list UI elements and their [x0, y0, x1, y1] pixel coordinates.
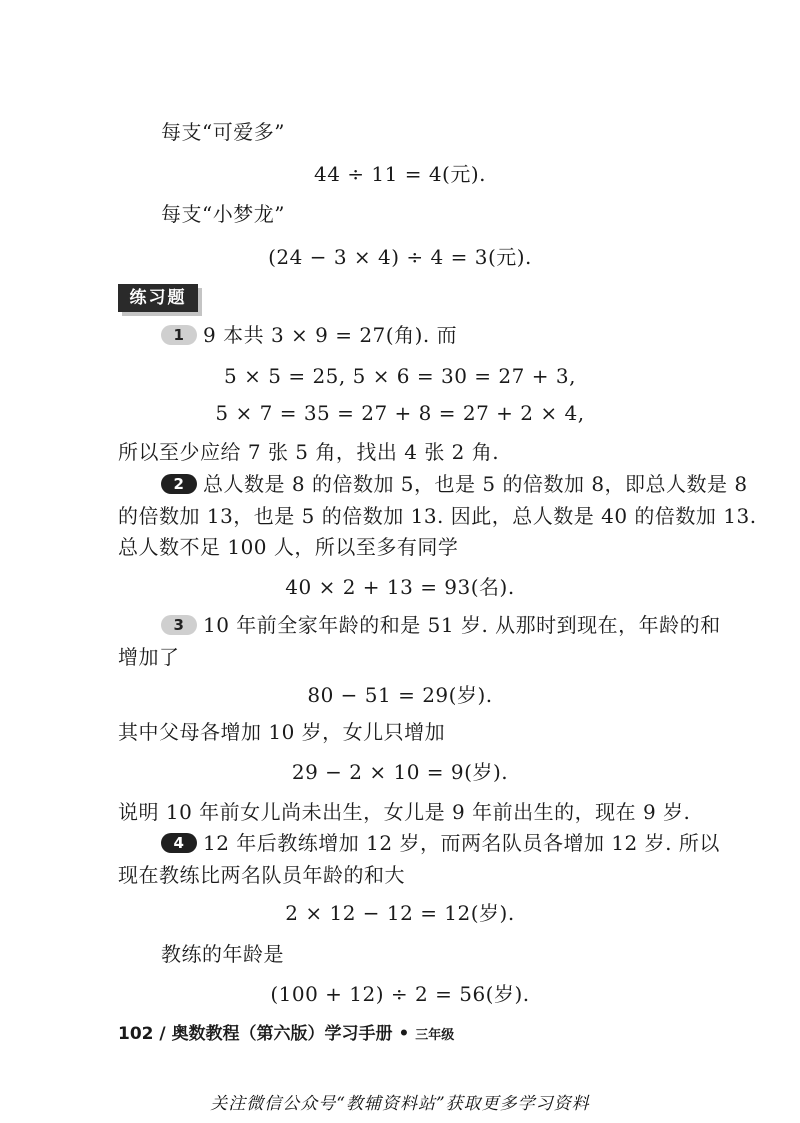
problem-4-equation-2: (100 + 12) ÷ 2 = 56(岁). [270, 982, 530, 1006]
problem-4-equation-1: 2 × 12 − 12 = 12(岁). [285, 901, 515, 925]
problem-text: 总人数是 8 的倍数加 5，也是 5 的倍数加 8，即总人数是 8 [203, 472, 748, 496]
problem-number-badge: 2 [161, 474, 197, 494]
intro-equation-1: 44 ÷ 11 = 4(元). [313, 162, 487, 186]
problem-2-equation: 40 × 2 + 13 = 93(名). [285, 575, 515, 599]
section-title-exercises: 练习题 [118, 284, 198, 312]
grade-label: 三年级 [415, 1028, 455, 1043]
problem-3-conclusion: 说明 10 年前女儿尚未出生，女儿是 9 年前出生的，现在 9 岁. [118, 800, 691, 824]
problem-3-line-2: 增加了 [118, 645, 180, 669]
problem-1-equation-2: 5 × 7 = 35 = 27 + 8 = 27 + 2 × 4, [215, 401, 585, 425]
intro-equation-2: (24 − 3 × 4) ÷ 4 = 3(元). [268, 245, 532, 269]
problem-number-badge: 1 [161, 325, 197, 345]
problem-2-line-1 [161, 470, 748, 498]
problem-3-line-1 [161, 611, 721, 639]
problem-1-equation-1: 5 × 5 = 25, 5 × 6 = 30 = 27 + 3, [224, 364, 576, 388]
footer-separator: / [159, 1024, 166, 1044]
problem-number-badge: 3 [161, 615, 197, 635]
book-title: 奥数教程（第六版）学习手册 [171, 1024, 393, 1044]
problem-2-line-3: 总人数不足 100 人，所以至多有同学 [118, 535, 459, 559]
page-footer [118, 1022, 454, 1048]
problem-4-line-3: 教练的年龄是 [161, 942, 284, 966]
problem-text: 9 本共 3 × 9 = 27(角). 而 [203, 323, 458, 347]
problem-1-conclusion: 所以至少应给 7 张 5 角，找出 4 张 2 角. [118, 440, 500, 464]
problem-3-line-3: 其中父母各增加 10 岁，女儿只增加 [118, 720, 446, 744]
intro-line-1: 每支“可爱多” [161, 120, 285, 144]
problem-2-line-2: 的倍数加 13，也是 5 的倍数加 13. 因此，总人数是 40 的倍数加 13. [118, 504, 757, 528]
problem-4-line-1 [161, 829, 720, 857]
problem-3-equation-2: 29 − 2 × 10 = 9(岁). [291, 760, 509, 784]
problem-text: 10 年前全家年龄的和是 51 岁. 从那时到现在，年龄的和 [203, 613, 721, 637]
watermark-text: 关注微信公众号“教辅资料站”获取更多学习资料 [210, 1094, 590, 1114]
footer-bullet: • [398, 1024, 410, 1044]
problem-1-line-1 [161, 321, 457, 349]
problem-number-badge: 4 [161, 833, 197, 853]
problem-4-line-2: 现在教练比两名队员年龄的和大 [118, 863, 405, 887]
intro-line-2: 每支“小梦龙” [161, 202, 285, 226]
problem-text: 12 年后教练增加 12 岁，而两名队员各增加 12 岁. 所以 [203, 831, 720, 855]
problem-3-equation-1: 80 − 51 = 29(岁). [307, 683, 493, 707]
page-number: 102 [118, 1024, 154, 1044]
